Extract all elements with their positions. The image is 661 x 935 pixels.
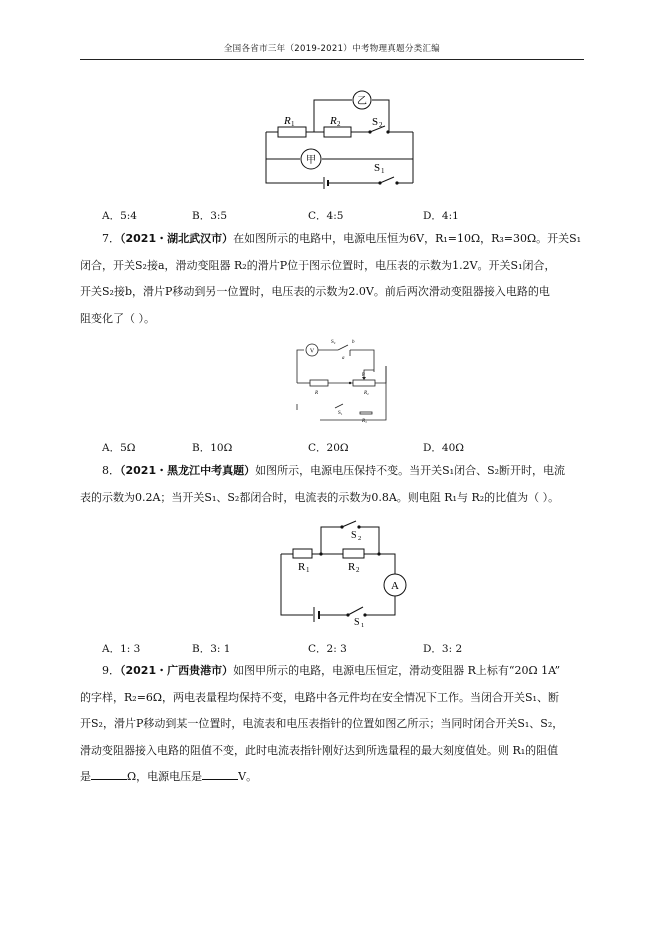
q8-r2-subscript: 2 [356, 566, 360, 574]
q8-r1-subscript: 1 [306, 566, 310, 574]
answer-blank-voltage[interactable] [202, 767, 238, 780]
s1-label: S [374, 162, 381, 174]
q8-s2-subscript: 2 [358, 535, 362, 542]
q8-option-a[interactable]: A．1: 3 [102, 643, 141, 655]
q8-s2-label: S [351, 530, 357, 541]
terminal-b-label: b [352, 340, 355, 345]
q8-option-b[interactable]: B．3: 1 [192, 643, 231, 655]
meter-yi-label: 乙 [357, 96, 367, 107]
q7-r1-label: R [315, 391, 319, 396]
q6-option-d[interactable]: D．4:1 [423, 210, 459, 222]
q9-line2: 的字样，R₂=6Ω，两电表量程均保持不变，电路中各元件均在安全情况下工作。当闭合开关S₁、断 [80, 690, 559, 704]
q8-s1-subscript: 1 [361, 622, 365, 629]
q9-line3: 开S₂，滑片P移动到某一位置时，电流表和电压表指针的位置如图乙所示；当同时闭合开关S₁、S₂， [80, 717, 564, 730]
q7-option-b[interactable]: B．10Ω [192, 442, 233, 454]
q6-option-a[interactable]: A．5:4 [102, 210, 137, 222]
q9-source: （2021・广西贵港市） [120, 664, 234, 677]
q7-option-a[interactable]: A．5Ω [102, 442, 136, 454]
q7-s1-label: S₁ [338, 411, 343, 416]
q7-source: （2021・湖北武汉市） [120, 232, 234, 245]
q9-line5-start: 是 [80, 770, 91, 783]
slider-p-label: P [362, 373, 365, 378]
q7-line2: 闭合，开关S₂接a，滑动变阻器 R₂的滑片P位于图示位置时，电压表的示数为1.2V。开关S₁闭合， [80, 258, 556, 272]
q7-number: 7． [102, 232, 120, 245]
q9-line5-end: V。 [238, 770, 258, 783]
q8-line2: 表的示数为0.2A；当开关S₁、S₂都闭合时，电流表的示数为0.8A。则电阻 R₁与 R₂的比值为（ ）。 [80, 490, 560, 504]
answer-blank-resistance[interactable] [91, 767, 127, 780]
q8-number: 8． [102, 464, 120, 477]
r2-label: R [330, 115, 337, 127]
circuit-diagram-q6 [258, 85, 418, 190]
q7-line3: 开关S₂接b，滑片P移动到另一位置时，电压表的示数为2.0V。前后两次滑动变阻器接入电路的电 [80, 285, 550, 298]
q8-s1-label: S [354, 617, 360, 628]
q6-option-c[interactable]: C．4:5 [308, 210, 344, 222]
q7-line4: 阻变化了（ ）。 [80, 311, 155, 325]
q6-option-b[interactable]: B．3:5 [192, 210, 228, 222]
q9-number: 9． [102, 664, 120, 677]
q7-r3-label: R₃ [362, 419, 367, 424]
s1-subscript: 1 [381, 167, 385, 175]
q7-option-d[interactable]: D．40Ω [423, 442, 464, 454]
s2-subscript: 2 [379, 121, 383, 129]
q7-r2-label: R₂ [364, 391, 369, 396]
q7-line1: 在如图所示的电路中，电源电压恒为6V，R₁=10Ω，R₃=30Ω。开关S₁ [233, 232, 582, 245]
ammeter-label: A [391, 580, 399, 592]
s2-label: S [372, 116, 379, 128]
circuit-diagram-q7 [290, 334, 396, 434]
q8-source: （2021・黑龙江中考真题） [120, 464, 256, 477]
header-rule [80, 59, 584, 60]
r2-subscript: 2 [337, 120, 341, 128]
q7-option-c[interactable]: C．20Ω [308, 442, 349, 454]
r1-subscript: 1 [291, 120, 295, 128]
question-9 [80, 658, 584, 791]
q7-s2-label: S₂ [331, 340, 336, 345]
q8-line1: 如图所示，电源电压保持不变。当开关S₁闭合、S₂断开时，电流 [255, 464, 566, 477]
page-header: 全国各省市三年（2019-2021）中考物理真题分类汇编 [223, 44, 441, 54]
q8-r1-label: R [298, 561, 306, 573]
q8-r2-label: R [348, 561, 356, 573]
circuit-diagram-q8 [276, 518, 411, 630]
voltmeter-label: V [309, 348, 315, 355]
q8-option-d[interactable]: D．3: 2 [423, 643, 463, 655]
question-7 [80, 226, 584, 332]
q8-option-c[interactable]: C．2: 3 [308, 643, 347, 655]
question-8 [80, 458, 584, 511]
meter-jia-label: 甲 [306, 155, 316, 166]
q9-line5-middle: Ω，电源电压是 [127, 770, 203, 783]
terminal-a-label: a [342, 356, 345, 361]
r1-label: R [284, 115, 291, 127]
q9-line4: 滑动变阻器接入电路的阻值不变，此时电流表指针刚好达到所选量程的最大刻度值处。则 R₁的阻值 [80, 743, 559, 757]
q9-line1: 如图甲所示的电路，电源电压恒定，滑动变阻器 R上标有“20Ω 1A” [233, 664, 561, 677]
